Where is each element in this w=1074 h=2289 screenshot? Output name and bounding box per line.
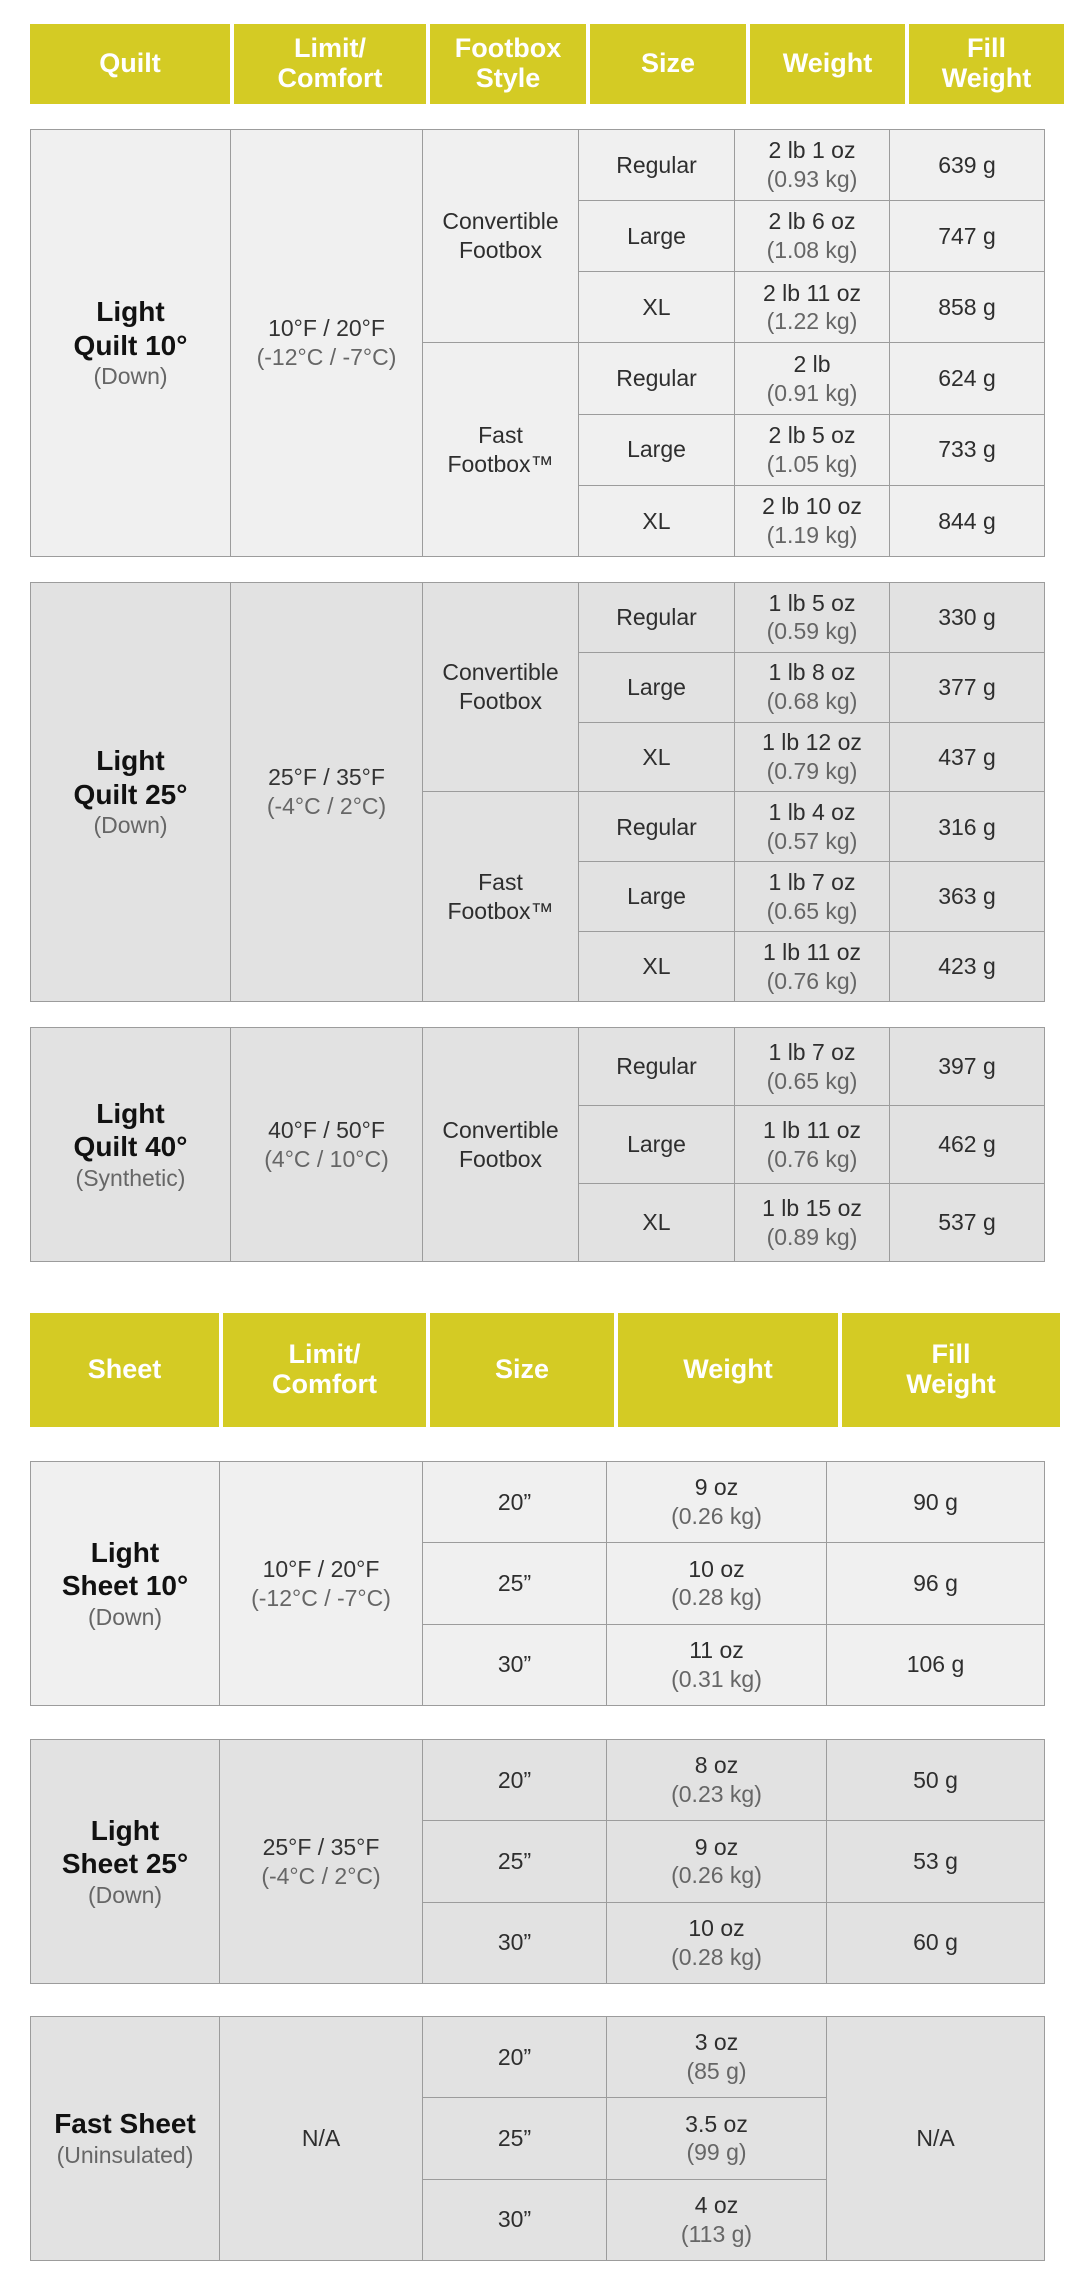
size-cell: 25”: [423, 2098, 607, 2179]
sheet-table-header: [30, 1313, 1044, 1427]
fill-weight-cell: 50 g: [827, 1740, 1045, 1821]
footbox-style-cell: Fast Footbox™: [423, 792, 579, 1002]
fill-weight-cell: 363 g: [890, 862, 1045, 932]
weight-cell: 3.5 oz (99 g): [607, 2098, 827, 2179]
size-cell: 30”: [423, 1902, 607, 1983]
size-cell: 25”: [423, 1821, 607, 1902]
size-cell: Large: [579, 652, 735, 722]
fill-weight-cell: 60 g: [827, 1902, 1045, 1983]
weight-cell: 9 oz (0.26 kg): [607, 1462, 827, 1543]
weight-cell: 1 lb 7 oz (0.65 kg): [735, 1028, 890, 1106]
fill-weight-cell: 397 g: [890, 1028, 1045, 1106]
weight-cell: 1 lb 11 oz (0.76 kg): [735, 1106, 890, 1184]
size-cell: XL: [579, 1184, 735, 1262]
weight-cell: 2 lb 6 oz (1.08 kg): [735, 201, 890, 272]
product-name-cell: [31, 130, 231, 557]
size-cell: 20”: [423, 1740, 607, 1821]
weight-cell: 9 oz (0.26 kg): [607, 1821, 827, 1902]
fill-weight-cell: 858 g: [890, 272, 1045, 343]
weight-cell: 2 lb 5 oz (1.05 kg): [735, 414, 890, 485]
fill-weight-cell: 330 g: [890, 583, 1045, 653]
product-name: Light Quilt 10°: [73, 296, 188, 361]
size-cell: 30”: [423, 2179, 607, 2260]
temp-celsius: (-4°C / 2°C): [266, 793, 387, 819]
table-row: [31, 1462, 1045, 1543]
quilt-group-light-quilt-40: [30, 1027, 1044, 1262]
product-name: Light Sheet 10°: [61, 1536, 189, 1602]
size-cell: 20”: [423, 2017, 607, 2098]
weight-cell: 2 lb (0.91 kg): [735, 343, 890, 414]
limit-comfort-cell: [231, 1028, 423, 1262]
weight-cell: 2 lb 11 oz (1.22 kg): [735, 272, 890, 343]
limit-comfort-cell: [220, 1740, 423, 1984]
size-cell: Regular: [579, 1028, 735, 1106]
sheet-group-light-sheet-25: [30, 1739, 1044, 1984]
header-weight: Weight: [618, 1313, 838, 1427]
temp-fahrenheit: 25°F / 35°F: [268, 764, 385, 791]
temp-celsius: (-12°C / -7°C): [251, 1584, 391, 1611]
size-cell: XL: [579, 932, 735, 1002]
header-fill-weight: [909, 24, 1064, 104]
temp-celsius: (-4°C / 2°C): [261, 1862, 381, 1889]
header-sheet: Sheet: [30, 1313, 219, 1427]
fill-weight-cell: 437 g: [890, 722, 1045, 792]
quilt-table-header: [30, 24, 1044, 104]
fill-weight-cell: 90 g: [827, 1462, 1045, 1543]
size-cell: Large: [579, 201, 735, 272]
temp-fahrenheit: 25°F / 35°F: [262, 1833, 380, 1860]
size-cell: Regular: [579, 343, 735, 414]
fill-weight-cell: N/A: [827, 2017, 1045, 2261]
size-cell: 25”: [423, 1543, 607, 1624]
fill-weight-cell: 639 g: [890, 130, 1045, 201]
temp-fahrenheit: 40°F / 50°F: [268, 1116, 385, 1143]
table-row: [31, 2017, 1045, 2098]
size-cell: 20”: [423, 1462, 607, 1543]
quilt-group-light-quilt-25: [30, 582, 1044, 1002]
temp-celsius: (4°C / 10°C): [264, 1145, 389, 1172]
header-fill-weight-text: Fill Weight: [941, 33, 1032, 93]
temp-celsius: (-12°C / -7°C): [256, 344, 397, 370]
weight-cell: 1 lb 4 oz (0.57 kg): [735, 792, 890, 862]
size-cell: Regular: [579, 130, 735, 201]
quilt-group-light-quilt-10: [30, 129, 1044, 557]
weight-cell: 1 lb 15 oz (0.89 kg): [735, 1184, 890, 1262]
header-limit-comfort-text: Limit/ Comfort: [277, 33, 383, 93]
size-cell: XL: [579, 722, 735, 792]
footbox-style-cell: Fast Footbox™: [423, 343, 579, 557]
limit-comfort-cell: [231, 583, 423, 1002]
weight-cell: 1 lb 7 oz (0.65 kg): [735, 862, 890, 932]
sheet-group-light-sheet-10: [30, 1461, 1044, 1706]
weight-cell: 10 oz (0.28 kg): [607, 1543, 827, 1624]
weight-cell: 10 oz (0.28 kg): [607, 1902, 827, 1983]
weight-cell: 8 oz (0.23 kg): [607, 1740, 827, 1821]
weight-cell: 1 lb 8 oz (0.68 kg): [735, 652, 890, 722]
limit-comfort-cell: [231, 130, 423, 557]
fill-type: (Down): [93, 363, 168, 390]
size-cell: Regular: [579, 583, 735, 653]
header-quilt: Quilt: [30, 24, 230, 104]
header-fill-weight: [842, 1313, 1060, 1427]
product-name-cell: [31, 2017, 220, 2261]
header-weight: Weight: [750, 24, 905, 104]
fill-weight-cell: 53 g: [827, 1821, 1045, 1902]
fill-weight-cell: 624 g: [890, 343, 1045, 414]
fill-weight-cell: 537 g: [890, 1184, 1045, 1262]
footbox-style-cell: Convertible Footbox: [423, 583, 579, 792]
limit-comfort-cell: [220, 1462, 423, 1706]
size-cell: 30”: [423, 1624, 607, 1705]
fill-type: (Uninsulated): [56, 2141, 194, 2168]
size-cell: XL: [579, 485, 735, 556]
weight-cell: 2 lb 10 oz (1.19 kg): [735, 485, 890, 556]
table-row: [31, 1740, 1045, 1821]
fill-weight-cell: 106 g: [827, 1624, 1045, 1705]
fill-type: (Down): [87, 1603, 163, 1630]
fill-weight-cell: 423 g: [890, 932, 1045, 1002]
header-limit-comfort: [223, 1313, 426, 1427]
header-limit-comfort: [234, 24, 426, 104]
fill-weight-cell: 96 g: [827, 1543, 1045, 1624]
size-cell: Large: [579, 1106, 735, 1184]
fill-weight-cell: 733 g: [890, 414, 1045, 485]
footbox-style-cell: Convertible Footbox: [423, 1028, 579, 1262]
product-name-cell: [31, 1028, 231, 1262]
footbox-style-cell: Convertible Footbox: [423, 130, 579, 343]
weight-cell: 2 lb 1 oz (0.93 kg): [735, 130, 890, 201]
sheet-group-fast-sheet: [30, 2016, 1044, 2261]
size-cell: Large: [579, 862, 735, 932]
header-size: Size: [590, 24, 746, 104]
fill-type: (Synthetic): [75, 1164, 186, 1191]
product-name: Fast Sheet: [54, 2108, 196, 2140]
weight-cell: 1 lb 5 oz (0.59 kg): [735, 583, 890, 653]
temp-fahrenheit: 10°F / 20°F: [262, 1555, 380, 1582]
weight-cell: 4 oz (113 g): [607, 2179, 827, 2260]
product-name: Light Sheet 25°: [61, 1814, 189, 1880]
header-fill-weight-text: Fill Weight: [906, 1339, 996, 1399]
fill-weight-cell: 844 g: [890, 485, 1045, 556]
limit-comfort-cell: N/A: [220, 2017, 423, 2261]
table-row: [31, 1028, 1045, 1106]
product-name-cell: [31, 1740, 220, 1984]
header-size: Size: [430, 1313, 614, 1427]
size-cell: Regular: [579, 792, 735, 862]
weight-cell: 1 lb 11 oz (0.76 kg): [735, 932, 890, 1002]
fill-weight-cell: 316 g: [890, 792, 1045, 862]
fill-weight-cell: 747 g: [890, 201, 1045, 272]
header-limit-comfort-text: Limit/ Comfort: [272, 1339, 377, 1399]
table-row: [31, 130, 1045, 201]
product-name: Light Quilt 40°: [73, 1097, 188, 1163]
fill-weight-cell: 462 g: [890, 1106, 1045, 1184]
fill-type: (Down): [93, 812, 168, 839]
size-cell: XL: [579, 272, 735, 343]
header-footbox-style: [430, 24, 586, 104]
temp-fahrenheit: 10°F / 20°F: [268, 315, 385, 342]
fill-type: (Down): [87, 1881, 163, 1908]
header-footbox-style-text: Footbox Style: [454, 33, 562, 93]
fill-weight-cell: 377 g: [890, 652, 1045, 722]
weight-cell: 1 lb 12 oz (0.79 kg): [735, 722, 890, 792]
product-name: Light Quilt 25°: [73, 745, 188, 810]
weight-cell: 3 oz (85 g): [607, 2017, 827, 2098]
product-name-cell: [31, 1462, 220, 1706]
product-name-cell: [31, 583, 231, 1002]
weight-cell: 11 oz (0.31 kg): [607, 1624, 827, 1705]
table-row: [31, 583, 1045, 653]
size-cell: Large: [579, 414, 735, 485]
